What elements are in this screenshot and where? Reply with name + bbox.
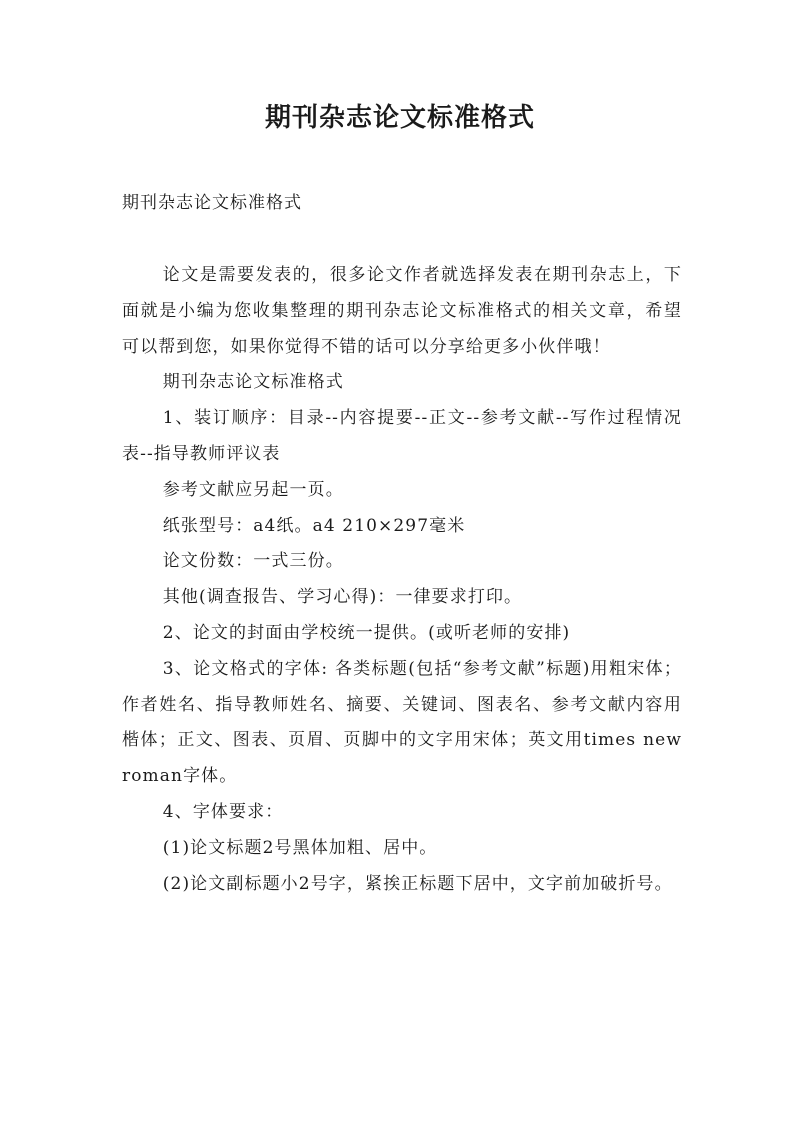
paragraph-section-heading: 期刊杂志论文标准格式 [162, 372, 344, 393]
paragraph-references-page: 参考文献应另起一页。 [162, 479, 344, 500]
paragraph-subtitle-font: (2)论文副标题小2号字，紧挨正标题下居中，文字前加破折号。 [162, 873, 673, 894]
paragraph-paper-size: 纸张型号：a4纸。a4 210×297毫米 [162, 515, 466, 536]
paragraph-fonts: 3、论文格式的字体: 各类标题(包括“参考文献”标题)用粗宋体；作者姓名、指导教师姓名、摘要、关键词、图表名、参考文献内容用楷体；正文、图表、页眉、页脚中的文字用宋体；英文用times new roman字体。 [122, 658, 682, 787]
paragraph-copies: 论文份数：一式三份。 [162, 551, 344, 572]
paragraph-title-font: (1)论文标题2号黑体加粗、居中。 [162, 837, 438, 858]
document-body [122, 258, 682, 902]
paragraph-font-requirements: 4、字体要求： [162, 801, 284, 822]
paragraph-other: 其他(调查报告、学习心得)：一律要求打印。 [162, 587, 523, 608]
paragraph-binding-order: 1、装订顺序：目录--内容提要--正文--参考文献--写作过程情况表--指导教师评议表 [122, 408, 682, 464]
paragraph-cover: 2、论文的封面由学校统一提供。(或听老师的安排) [162, 622, 571, 643]
paragraph-intro: 论文是需要发表的，很多论文作者就选择发表在期刊杂志上，下面就是小编为您收集整理的期刊杂志论文标准格式的相关文章，希望可以帮到您，如果你觉得不错的话可以分享给更多小伙伴哦！ [122, 265, 682, 357]
document-subtitle: 期刊杂志论文标准格式 [122, 193, 302, 213]
document-title: 期刊杂志论文标准格式 [264, 103, 535, 133]
